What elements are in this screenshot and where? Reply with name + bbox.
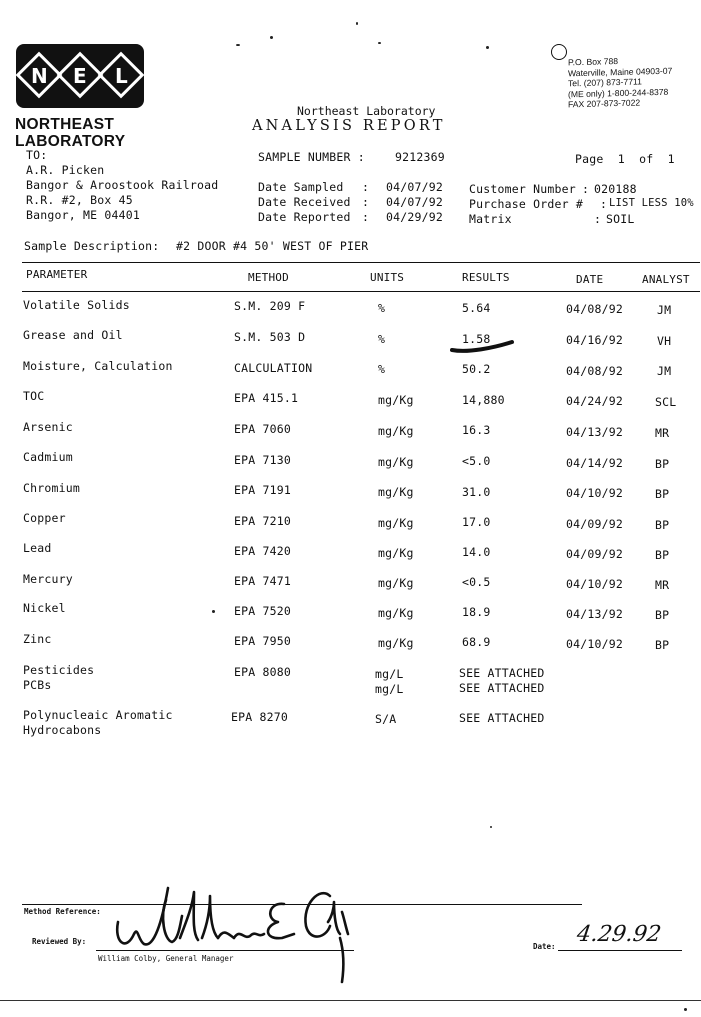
row-result: SEE ATTACHED: [459, 711, 545, 725]
to-line: R.R. #2, Box 45: [26, 193, 133, 207]
row-parameter: PCBs: [23, 678, 52, 692]
row-result: 14,880: [462, 393, 505, 407]
row-method: S.M. 503 D: [234, 330, 306, 344]
row-units: mg/Kg: [378, 606, 414, 620]
lab-address: [568, 55, 672, 110]
handwritten-date: 4.29.92: [575, 922, 663, 947]
row-units: mg/Kg: [378, 485, 414, 499]
row-analyst: VH: [657, 334, 672, 348]
row-result: 17.0: [462, 515, 491, 529]
date-sampled-value: 04/07/92: [386, 180, 443, 194]
row-method: EPA 7210: [234, 514, 291, 528]
row-analyst: BP: [655, 548, 670, 562]
row-analyst: MR: [655, 426, 670, 440]
scan-speck: [490, 826, 492, 828]
scan-speck: [236, 44, 240, 46]
matrix-label: Matrix: [469, 212, 512, 226]
row-units: mg/Kg: [378, 424, 414, 438]
row-result: 50.2: [462, 362, 491, 376]
row-result: 18.9: [462, 605, 491, 619]
row-parameter: Copper: [23, 511, 66, 525]
date-label: Date:: [533, 942, 556, 951]
row-parameter: Grease and Oil: [23, 328, 123, 342]
row-method: EPA 415.1: [234, 391, 299, 405]
row-method: EPA 7130: [234, 453, 291, 467]
column-header-analyst: ANALYST: [642, 273, 690, 286]
row-result: 5.64: [462, 301, 491, 315]
date-reported-label: Date Reported: [258, 210, 351, 224]
row-parameter: Cadmium: [23, 450, 73, 464]
page-total: 1: [667, 152, 675, 166]
scan-speck: [270, 36, 273, 39]
row-parameter: Zinc: [23, 632, 52, 646]
nel-logo-graphic: [16, 44, 144, 108]
row-method: EPA 7520: [234, 604, 291, 618]
row-units: mg/L: [375, 682, 404, 696]
row-parameter: Moisture, Calculation: [23, 359, 173, 373]
scan-speck: [378, 42, 381, 44]
method-reference-label: Method Reference:: [24, 907, 101, 916]
row-units: mg/L: [375, 667, 404, 681]
sample-description-value: #2 DOOR #4 50' WEST OF PIER: [176, 239, 369, 253]
date-reported-value: 04/29/92: [386, 210, 443, 224]
column-header-method: METHOD: [248, 271, 289, 284]
lab-name-line2: LABORATORY: [15, 133, 126, 150]
row-result: SEE ATTACHED: [459, 681, 545, 695]
lab-title: Northeast Laboratory: [297, 104, 436, 118]
row-parameter: Arsenic: [23, 420, 73, 434]
handwritten-underline-mark: [448, 336, 516, 356]
column-header-parameter: PARAMETER: [26, 268, 88, 281]
signature-graphic: [108, 882, 360, 990]
row-units: mg/Kg: [378, 546, 414, 560]
address-line: Tel. (207) 873-7711: [568, 76, 642, 89]
row-parameter: Polynucleaic Aromatic: [23, 708, 173, 722]
table-top-rule: [22, 262, 700, 263]
row-method: EPA 8270: [231, 710, 288, 724]
bottom-scan-rule: [0, 1000, 701, 1001]
row-analyst: BP: [655, 608, 670, 622]
row-method: EPA 7950: [234, 634, 291, 648]
to-line: A.R. Picken: [26, 163, 105, 177]
row-units: S/A: [375, 712, 397, 726]
row-result: 68.9: [462, 635, 491, 649]
row-date: 04/13/92: [566, 425, 623, 439]
row-units: mg/Kg: [378, 393, 414, 407]
row-result: 14.0: [462, 545, 491, 559]
row-date: 04/08/92: [566, 302, 623, 316]
address-line: (ME only) 1-800-244-8378: [568, 86, 669, 99]
address-line: Waterville, Maine 04903-07: [568, 65, 673, 78]
row-date: 04/10/92: [566, 486, 623, 500]
row-analyst: BP: [655, 487, 670, 501]
lab-logo: [16, 44, 144, 108]
row-analyst: BP: [655, 638, 670, 652]
row-date: 04/08/92: [566, 364, 623, 378]
matrix-value: SOIL: [606, 212, 635, 226]
row-parameter: Volatile Solids: [23, 298, 130, 312]
row-units: %: [378, 332, 386, 346]
date-received-label: Date Received: [258, 195, 351, 209]
row-units: mg/Kg: [378, 576, 414, 590]
row-analyst: MR: [655, 578, 670, 592]
row-method: EPA 7471: [234, 574, 291, 588]
lab-name-line1: NORTHEAST: [15, 116, 115, 133]
row-analyst: BP: [655, 518, 670, 532]
row-method: EPA 7191: [234, 483, 291, 497]
row-result: SEE ATTACHED: [459, 666, 545, 680]
row-date: 04/13/92: [566, 607, 623, 621]
reviewed-by-label: Reviewed By:: [32, 937, 87, 946]
row-units: mg/Kg: [378, 636, 414, 650]
row-analyst: JM: [657, 364, 672, 378]
row-analyst: BP: [655, 457, 670, 471]
svg-text:E: E: [73, 64, 87, 88]
row-method: EPA 7060: [234, 422, 291, 436]
row-method: CALCULATION: [234, 361, 313, 375]
column-header-date: DATE: [576, 273, 604, 286]
row-parameter: Hydrocabons: [23, 723, 102, 737]
row-method: EPA 7420: [234, 544, 291, 558]
scan-speck: [486, 46, 489, 49]
row-parameter: TOC: [23, 389, 45, 403]
row-result: <5.0: [462, 454, 491, 468]
to-line: Bangor, ME 04401: [26, 208, 140, 222]
column-header-units: UNITS: [370, 271, 405, 284]
row-units: mg/Kg: [378, 516, 414, 530]
address-marker-icon: [551, 44, 567, 60]
address-line: P.O. Box 788: [568, 56, 619, 68]
sample-number-label: SAMPLE NUMBER :: [258, 150, 365, 164]
column-header-results: RESULTS: [462, 271, 510, 284]
row-parameter: Lead: [23, 541, 52, 555]
row-date: 04/10/92: [566, 637, 623, 651]
date-line: [558, 950, 682, 951]
to-label: TO:: [26, 148, 48, 162]
scan-speck: [212, 610, 215, 613]
row-date: 04/10/92: [566, 577, 623, 591]
row-parameter: Nickel: [23, 601, 66, 615]
report-title: ANALYSIS REPORT: [252, 118, 446, 134]
row-date: 04/14/92: [566, 456, 623, 470]
page-of: of: [639, 152, 654, 166]
row-result: 16.3: [462, 423, 491, 437]
customer-number-value: 020188: [594, 182, 637, 196]
customer-number-label: Customer Number: [469, 182, 576, 196]
row-units: mg/Kg: [378, 455, 414, 469]
purchase-order-value: LIST LESS 10%: [609, 197, 694, 209]
address-line: FAX 207-873-7022: [568, 97, 641, 110]
sample-number: 9212369: [395, 150, 445, 164]
scan-speck: [684, 1008, 687, 1011]
page-label: Page: [575, 152, 604, 166]
svg-text:N: N: [31, 64, 48, 88]
date-sampled-label: Date Sampled: [258, 180, 344, 194]
svg-text:L: L: [115, 64, 128, 88]
row-date: 04/16/92: [566, 333, 623, 347]
purchase-order-label: Purchase Order #: [469, 197, 583, 211]
row-result: 1.58: [462, 332, 491, 346]
signer-name: William Colby, General Manager: [98, 954, 234, 963]
row-parameter: Mercury: [23, 572, 73, 586]
row-method: EPA 8080: [234, 665, 291, 679]
to-line: Bangor & Aroostook Railroad: [26, 178, 219, 192]
row-units: %: [378, 362, 386, 376]
date-received-value: 04/07/92: [386, 195, 443, 209]
row-analyst: JM: [657, 303, 672, 317]
page-number: 1: [617, 152, 625, 166]
table-header-rule: [22, 291, 700, 292]
page-indicator: [575, 152, 675, 166]
row-result: 31.0: [462, 485, 491, 499]
scan-speck: [356, 22, 358, 25]
sample-description-label: Sample Description:: [24, 239, 160, 253]
row-date: 04/09/92: [566, 547, 623, 561]
row-method: S.M. 209 F: [234, 299, 306, 313]
row-result: <0.5: [462, 575, 491, 589]
row-date: 04/09/92: [566, 517, 623, 531]
row-units: %: [378, 301, 386, 315]
row-parameter: Pesticides: [23, 663, 95, 677]
row-date: 04/24/92: [566, 394, 623, 408]
row-parameter: Chromium: [23, 481, 80, 495]
row-analyst: SCL: [655, 395, 677, 409]
